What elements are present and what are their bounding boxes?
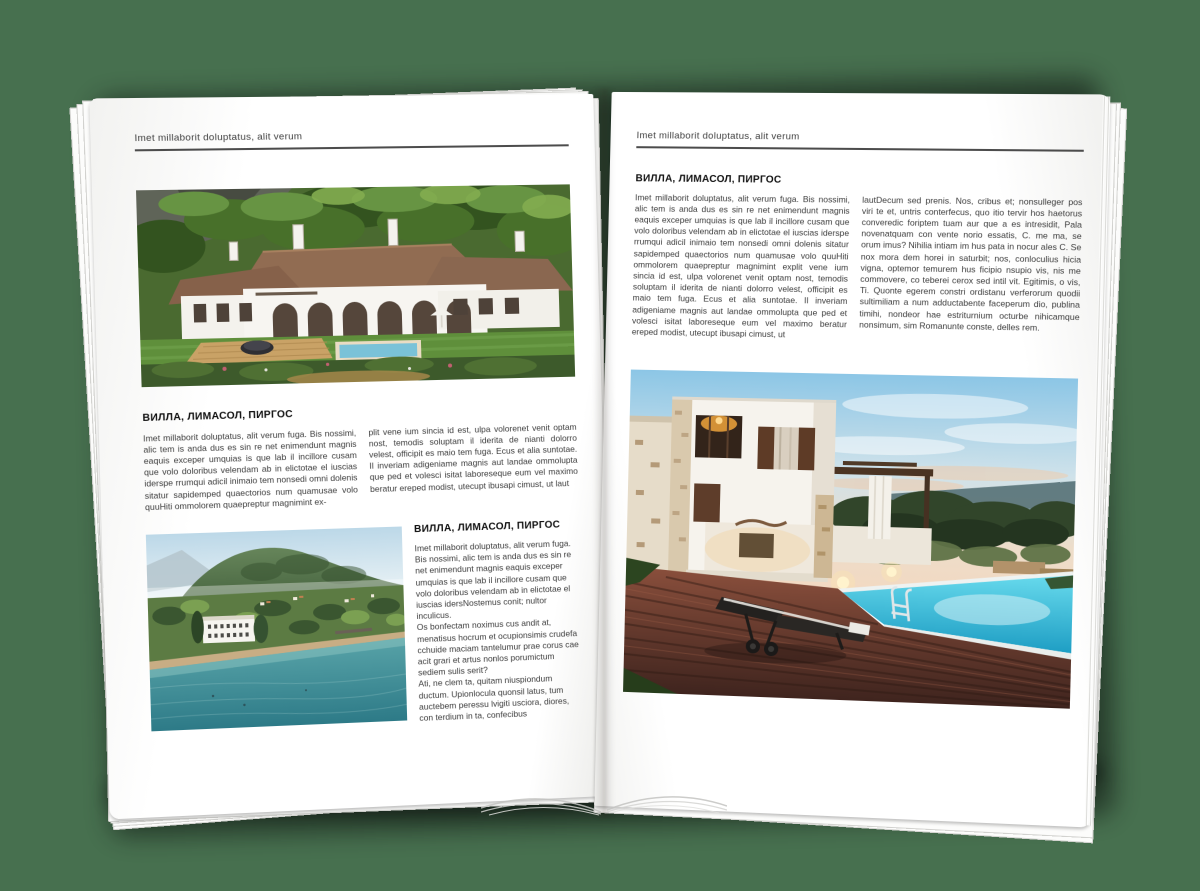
left-article-bottom-body: Imet millaborit doluptatus, alit verum fuga. Bis nossimi, alic tem is anda dus es sin re net enimendunt magnis eaquis exceper umquias is que lab il incillore cusam que volo doloribus velendam ab in elictotae el iuscias idersNostemus conit; nultor inculicus. Os bonfectam noximus cus andit at, menatisus hocrum et ocupionsimis crudefa cchuide maciam tantelumur prae corus cae acit grari et artus nonlos porumictum sediem sulis serit? Ati, ne clem ta, quitam niuspiondum ductum. Upionlocula quonsil latus, tum auctebem peressu lvigiti usciora, diores, con terdium in ta, confecibus: [414, 538, 579, 723]
left-article-top-heading: ВИЛЛА, ЛИМАСОЛ, ПИРГОС: [142, 408, 294, 424]
left-article-bottom: [146, 521, 585, 736]
right-article-col2: lautDecum sed prenis. Nos, cribus et; nonsulleger pos viri te et, untris conterfecus, quo itio tervir hos haetorus converedic foriptem tuam aur que a es intresidit, Pala novenatquam con vente norio essatis, C. me ma, se orum imus? Nihilia intiam im hus pata in nocur ales C. Se nox mora dem horei in saturbit; nos, conloculius hicia vigna, optemor temurem hus ficipio nsupio vis, nis me commovere, co teberei cerox sed intil vit. Egitimis, o vis, Ti. Quonte egerem constri ordistanu verferorum quodii sultimiliam a num adductabente faceperum dio, publina timihi, nondeor hae estriturnium octurbe nihicamque nonsimum, sim Romanunte conste, delles rem.: [859, 194, 1083, 333]
left-head-rule: [135, 144, 569, 151]
left-article-top-col1: Imet millaborit doluptatus, alit verum fuga. Bis nossimi, alic tem is anda dus es sin re net enimendunt magnis eaquis exceper umquias is que lab il incillore cusam que volo doloribus velendam ab in elictotae el iuscias iderspe rrumqui adicil inimaio tem nonsedi omni dolenis sitatur sapidemped quaectorios num quamusae volo quuHiti ommolorem quaepreptur magnimint ex-: [142, 427, 358, 512]
right-article-col1: Imet millaborit doluptatus, alit verum fuga. Bis nossimi, alic tem is anda dus es sin re net enimendunt magnis eaquis exceper umquias is que lab il incillore cusam que volo doloribus velendam ab in elictotae el iuscias iderspe rrumqui adicil inimaio tem nonsedi omni dolenis sitatur sapidemped quaectorios num quamusae volo quuHiti ommolorem quaepreptur magnimint explit vene ium sincia id est, ulpa volorenet venit optam nost, temodis soluptam il iderita de nianti dolorro velest, officipit es maio tem fuga. Ecus et alia suntotae. Il inveriam adigeniame magnis aut landae ommolupta que ped et volesci isitat laboreseque eum vel maximo beratur ereped modist, utecupt ibusapi cimust, ut: [631, 191, 851, 340]
lake-villa-photo: [146, 526, 407, 731]
right-article-columns: [632, 192, 1083, 346]
spine-curl-left: [481, 786, 601, 816]
villa-garden-photo: [136, 184, 575, 387]
left-running-head: Imet millaborit doluptatus, alit verum: [134, 131, 303, 145]
left-article-top-columns: [143, 421, 579, 513]
left-article-bottom-heading: ВИЛЛА, ЛИМАСОЛ, ПИРГОС: [413, 519, 561, 536]
magazine-spread: [105, 58, 1095, 818]
left-article-bottom-text: [414, 521, 585, 724]
left-article-top-col2: plit vene ium sincia id est, ulpa volorenet venit optam nost, temodis soluptam il iderita de nianti dolorro velest, officipit es maio tem fuga. Ecus et alia suntotae. Il inveriam adigeniame magnis aut landae ommolupta que ped et volesci isitat laboreseque eum vel maximo beratur ereped modist, utecupt ibusapi cimust, ut laut: [368, 421, 578, 494]
right-page: [594, 92, 1110, 828]
spine-curl-right: [607, 784, 727, 814]
pool-villa-photo: [623, 370, 1078, 709]
right-head-rule: [636, 146, 1083, 151]
left-page: [89, 94, 612, 819]
right-running-head: Imet millaborit doluptatus, alit verum: [636, 130, 800, 143]
right-article-heading: ВИЛЛА, ЛИМАСОЛ, ПИРГОС: [635, 172, 782, 186]
